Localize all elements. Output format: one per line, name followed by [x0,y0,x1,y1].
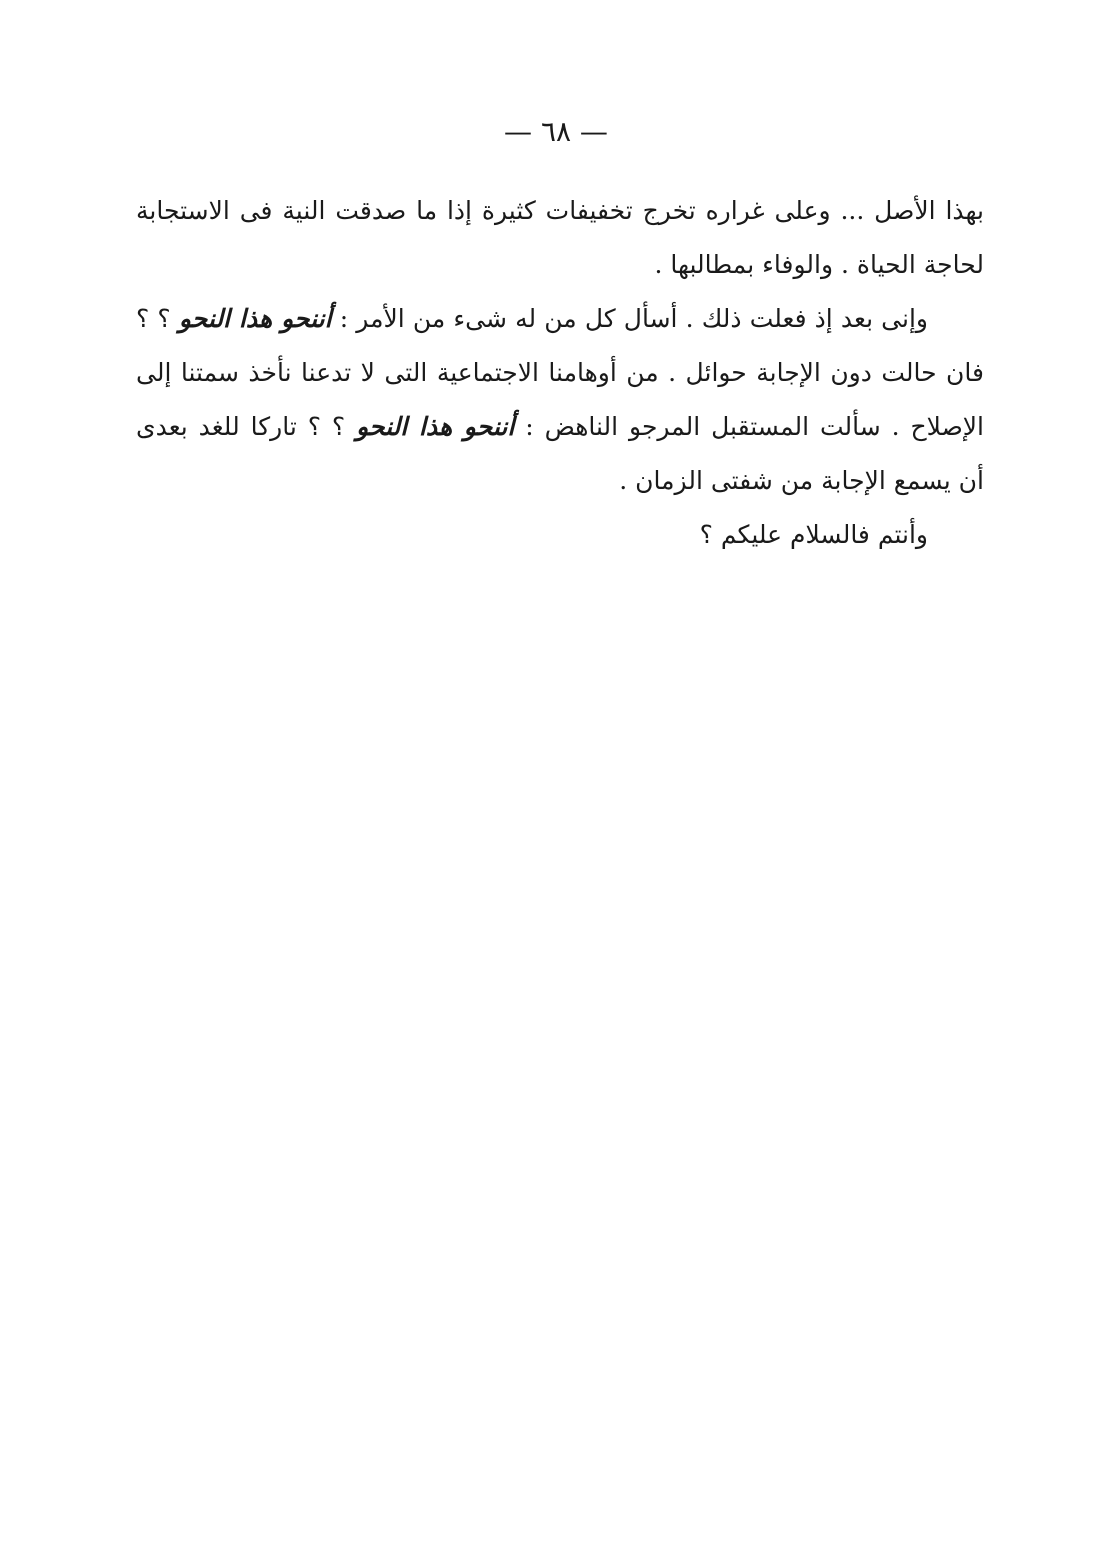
page-number: — ٦٨ — [504,115,608,148]
paragraph-1 [136,184,984,292]
paragraph-3 [136,508,984,562]
text-segment: الإصلاح . سألت المستقبل المرجو الناهض : [514,412,984,441]
text-line [136,292,984,346]
emphasized-phrase: أننحو هذا النحو [356,412,515,441]
text-line [136,400,984,454]
text-segment: ؟ ؟ [136,304,179,333]
text-segment: ؟ ؟ تاركا للغد بعدى [136,412,357,441]
text-line: بهذا الأصل ... وعلى غراره تخرج تخفيفات كثيرة إذا ما صدقت النية فى الاستجابة [136,196,984,225]
text-line: وأنتم فالسلام عليكم ؟ [699,520,928,549]
body-text [136,184,984,562]
text-segment: وإنى بعد إذ فعلت ذلك . أسأل كل من له شىء من الأمر : [331,304,929,333]
paragraph-2 [136,292,984,508]
text-line: لحاجة الحياة . والوفاء بمطالبها . [654,250,984,279]
emphasized-phrase: أننحو هذا النحو [178,304,332,333]
text-line: فان حالت دون الإجابة حوائل . من أوهامنا الاجتماعية التى لا تدعنا نأخذ سمتنا إلى [136,358,984,387]
text-line: أن يسمع الإجابة من شفتى الزمان . [619,466,984,495]
